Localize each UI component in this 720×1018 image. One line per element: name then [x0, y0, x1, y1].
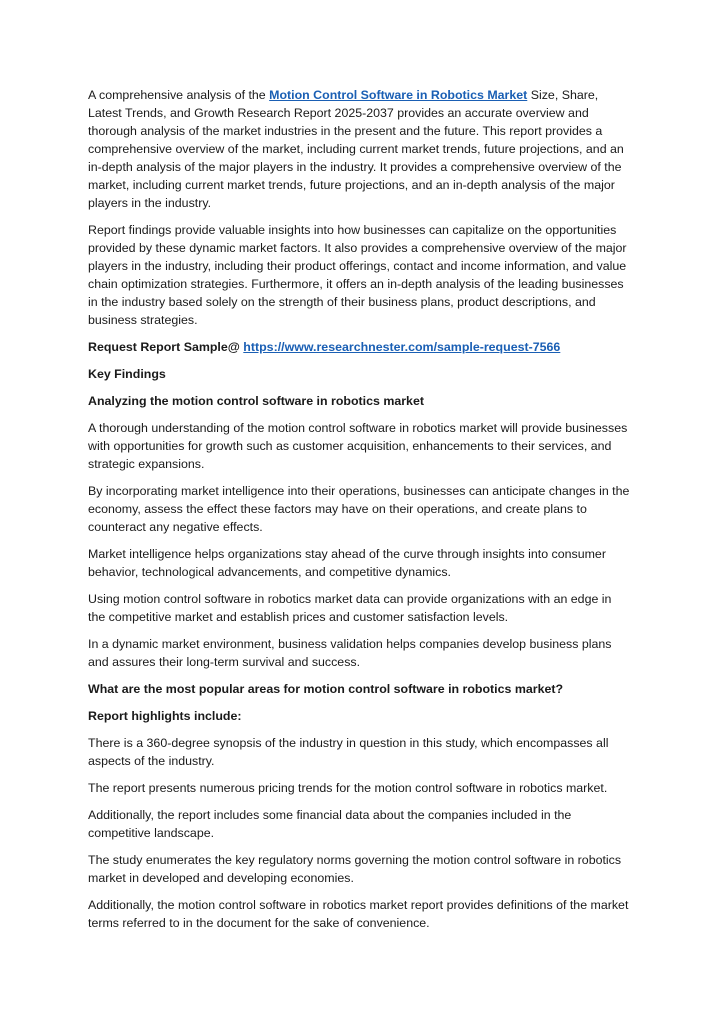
paragraph-b-0: There is a 360-degree synopsis of the industry in question in this study, which encompasses all aspects of the industry.: [88, 736, 609, 768]
paragraph-b-1: The report presents numerous pricing trends for the motion control software in robotics market.: [88, 781, 608, 795]
paragraph-b-4: Additionally, the motion control software in robotics market report provides definitions of the market terms referred to in the document for the sake of convenience.: [88, 898, 629, 930]
sample-request-link[interactable]: https://www.researchnester.com/sample-request-7566: [243, 340, 561, 354]
market-report-link[interactable]: Motion Control Software in Robotics Market: [269, 88, 528, 102]
analyzing-heading: Analyzing the motion control software in robotics market: [88, 394, 424, 408]
intro-paragraph: [88, 86, 632, 212]
paragraph-b-3: The study enumerates the key regulatory norms governing the motion control software in robotics market in developed and developing economies.: [88, 853, 622, 885]
intro-lead: A comprehensive analysis of the: [88, 88, 270, 102]
sample-request-line: [88, 338, 632, 356]
sample-label: Request Report Sample@: [88, 340, 244, 354]
key-findings-heading: Key Findings: [88, 367, 166, 381]
highlights-heading: Report highlights include:: [88, 709, 242, 723]
findings-paragraph: Report findings provide valuable insights into how businesses can capitalize on the opportunities provided by these dynamic market factors. It also provides a comprehensive overview of the major players in the industry, including their product offerings, contact and income information, and value chain optimization strategies. Furthermore, it offers an in-depth analysis of the leading businesses in the industry based solely on the strength of their business plans, product descriptions, and business strategies.: [88, 223, 627, 327]
paragraph-a-4: In a dynamic market environment, business validation helps companies develop business plans and assures their long-term survival and success.: [88, 637, 612, 669]
popular-areas-heading: What are the most popular areas for motion control software in robotics market?: [88, 682, 564, 696]
paragraph-a-1: By incorporating market intelligence into their operations, businesses can anticipate changes in the economy, assess the effect these factors may have on their operations, and create plans to counteract any negative effects.: [88, 484, 630, 534]
paragraph-b-2: Additionally, the report includes some financial data about the companies included in the competitive landscape.: [88, 808, 572, 840]
paragraph-a-2: Market intelligence helps organizations stay ahead of the curve through insights into consumer behavior, technological advancements, and competitive dynamics.: [88, 547, 606, 579]
intro-rest: Size, Share, Latest Trends, and Growth Research Report 2025-2037 provides an accurate overview and thorough analysis of the market industries in the present and the future. This report provides a comprehensive overview of the market, including current market trends, future projections, and an in-depth analysis of the major players in the industry. It provides a comprehensive overview of the market, including current market trends, future projections, and an in-depth analysis of the major players in the industry.: [88, 88, 624, 210]
paragraph-a-0: A thorough understanding of the motion control software in robotics market will provide businesses with opportunities for growth such as customer acquisition, enhancements to their services, and strategic expansions.: [88, 421, 628, 471]
paragraph-a-3: Using motion control software in robotics market data can provide organizations with an edge in the competitive market and establish prices and customer satisfaction levels.: [88, 592, 612, 624]
